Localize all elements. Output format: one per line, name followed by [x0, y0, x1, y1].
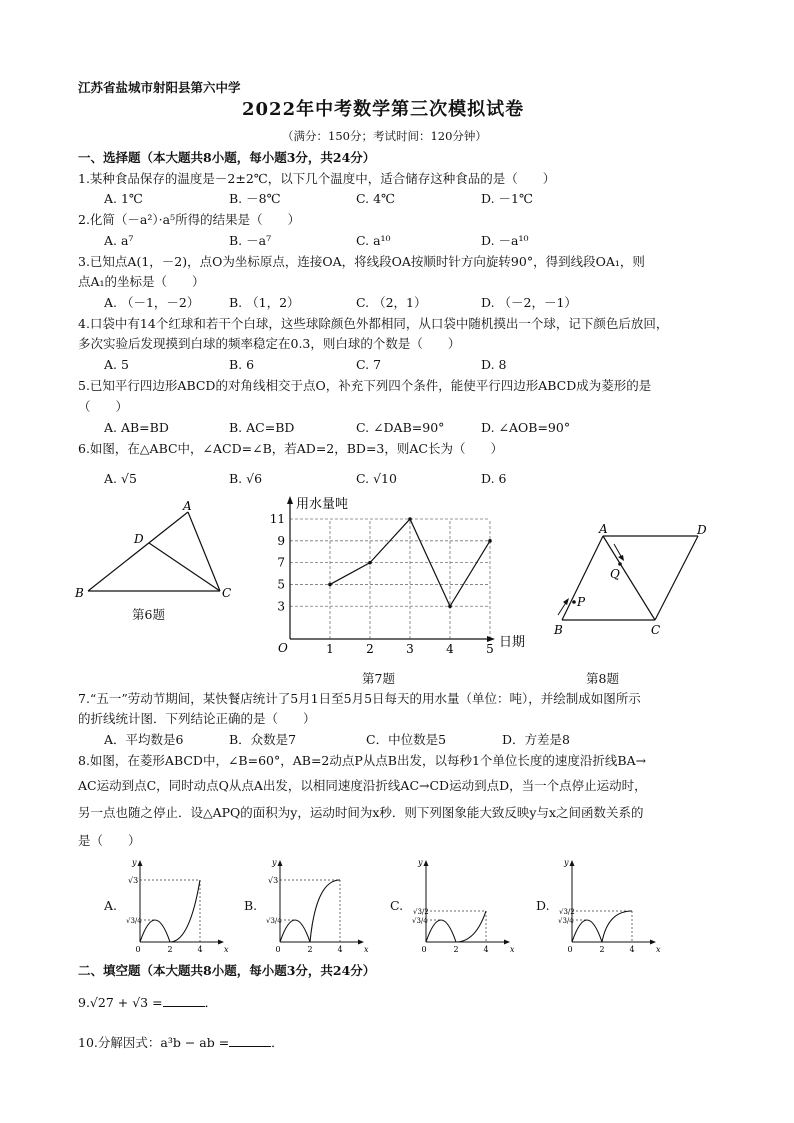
- graph-y-label: y: [418, 858, 423, 867]
- chart-ylabel: 用水量吨: [296, 497, 349, 512]
- figure-8-rhombus: [550, 522, 720, 642]
- figure-7-line-chart: [268, 494, 538, 656]
- q4-option-d: D. 8: [481, 357, 507, 372]
- q3-stem-line2: 点A₁的坐标是（ ）: [78, 274, 205, 289]
- graph-label-sqrt3-4: √3/4: [558, 917, 574, 925]
- q8-graph-c: [404, 856, 514, 956]
- q5-stem-line1: 5.已知平行四边形ABCD的对角线相交于点O，补充下列四个条件，能使平行四边形ABCD成为菱形的是: [78, 378, 652, 393]
- data-point-1: [328, 583, 332, 587]
- q5-stem-line2: （ ）: [78, 399, 129, 414]
- q8-graph-a: [118, 856, 228, 956]
- figure-6-triangle: [70, 495, 245, 605]
- graph-label-sqrt3-4: √3/4: [126, 917, 142, 925]
- graph-label-sqrt3-4: √3/4: [412, 917, 428, 925]
- q10-question: 10.分解因式：a³b − ab = ．: [78, 1035, 284, 1050]
- graph-label-sqrt3-2: √3/2: [559, 908, 575, 916]
- q4-stem-line2: 多次实验后发现摸到白球的频率稳定在0.3，则白球的个数是（ ）: [78, 336, 461, 351]
- y-tick-11: 11: [269, 512, 285, 526]
- q1-option-d: D. －1℃: [481, 191, 533, 206]
- chart-xlabel: 日期: [499, 635, 526, 650]
- q3-stem-line1: 3.已知点A(1，－2)，点O为坐标原点，连接OA，将线段OA按顺时针方向旋转90°，得到线段OA₁，则: [78, 254, 645, 269]
- graph-label-sqrt3: √3: [268, 876, 279, 885]
- q8-option-c: C.: [390, 898, 404, 913]
- x-tick-4: 4: [446, 642, 454, 656]
- q6-option-b: B. √6: [229, 471, 263, 486]
- graph-y-label: y: [132, 858, 137, 867]
- x-tick-3: 3: [406, 642, 414, 656]
- q8-stem-line2: AC运动到点C，同时动点Q从点A出发，以相同速度沿折线AC→CD运动到点D，当一个点停止运动时，: [78, 778, 647, 793]
- graph-origin: 0: [275, 945, 281, 954]
- q1-option-b: B. －8℃: [229, 191, 281, 206]
- q2-option-a: A. a⁷: [104, 233, 134, 248]
- q9-answer-blank[interactable]: [163, 994, 205, 1007]
- graph-origin: 0: [421, 945, 427, 954]
- fig6-label-d: D: [134, 532, 144, 546]
- q8-stem-line1: 8.如图，在菱形ABCD中，∠B=60°，AB=2动点P从点B出发，以每秒1个单位长度的速度沿折线BA→: [78, 753, 647, 768]
- q4-stem-line1: 4.口袋中有14个红球和若干个白球，这些球除颜色外都相同，从口袋中随机摸出一个球，记下颜色后放回，: [78, 316, 669, 331]
- q8-option-b: B.: [244, 898, 258, 913]
- y-axis-arrow: [287, 496, 293, 504]
- fig6-caption: 第6题: [132, 607, 165, 622]
- q6-stem: 6.如图，在△ABC中，∠ACD=∠B，若AD=2，BD=3，则AC长为（ ）: [78, 441, 503, 456]
- x-tick-2: 2: [366, 642, 374, 656]
- chart-grid: [290, 519, 490, 639]
- x-tick-5: 5: [486, 642, 494, 656]
- fig8-label-q: Q: [610, 567, 620, 581]
- q6-option-c: C. √10: [356, 471, 397, 486]
- q8-graph-d: [550, 856, 660, 956]
- graph-origin: 0: [135, 945, 141, 954]
- fig6-label-b: B: [75, 586, 84, 600]
- q8-graph-b: [258, 856, 368, 956]
- fig8-caption: 第8题: [586, 671, 619, 686]
- chart-origin: O: [278, 641, 288, 655]
- q2-option-b: B. －a⁷: [229, 233, 272, 248]
- section2-heading: 二、填空题（本大题共8小题，每小题3分，共24分）: [78, 963, 376, 978]
- graph-y-label: y: [272, 858, 277, 867]
- q3-option-d: D. （－2，－1）: [481, 295, 577, 310]
- q3-option-c: C. （2，1）: [356, 295, 427, 310]
- school-name: 江苏省盐城市射阳县第六中学: [78, 80, 241, 95]
- q7-stem-line2: 的折线统计图．下列结论正确的是（ ）: [78, 711, 316, 726]
- y-tick-5: 5: [277, 577, 285, 592]
- q7-option-c: C．中位数是5: [366, 732, 447, 747]
- graph-x-label: x: [510, 945, 515, 954]
- data-point-3: [408, 517, 412, 521]
- q7-option-d: D．方差是8: [502, 732, 570, 747]
- graph-label-sqrt3-4: √3/4: [266, 917, 282, 925]
- q8-stem-line3: 另一点也随之停止．设△APQ的面积为y，运动时间为x秒．则下列图象能大致反映y与x之间函数关系的: [78, 805, 644, 820]
- y-tick-3: 3: [277, 599, 285, 614]
- q9-stem: 9.√27 + √3 =: [78, 995, 163, 1010]
- fig8-label-p: P: [577, 595, 586, 609]
- y-tick-7: 7: [277, 555, 285, 570]
- graph-tick-4: 4: [629, 945, 635, 954]
- graph-tick-2: 2: [453, 945, 459, 954]
- graph-tick-4: 4: [337, 945, 343, 954]
- graph-x-label: x: [656, 945, 661, 954]
- fig6-label-a: A: [183, 499, 192, 513]
- q6-option-a: A. √5: [104, 471, 137, 486]
- exam-info: （满分：150分；考试时间：120分钟）: [282, 129, 487, 143]
- graph-tick-4: 4: [483, 945, 489, 954]
- q7-option-a: A．平均数是6: [104, 732, 184, 747]
- q10-stem: 10.分解因式：a³b − ab =: [78, 1035, 230, 1050]
- graph-y-label: y: [564, 858, 569, 867]
- q2-option-d: D. －a¹⁰: [481, 233, 529, 248]
- data-point-2: [368, 561, 372, 565]
- fig8-label-a: A: [599, 522, 608, 536]
- q8-stem-line4: 是（ ）: [78, 833, 141, 848]
- graph-tick-2: 2: [599, 945, 605, 954]
- graph-x-label: x: [364, 945, 369, 954]
- q8-option-a: A.: [104, 898, 118, 913]
- fig8-label-c: C: [651, 623, 661, 637]
- q7-stem-line1: 7.“五一”劳动节期间，某快餐店统计了5月1日至5月5日每天的用水量（单位：吨），并绘制成如图所示: [78, 691, 641, 706]
- data-point-5: [488, 539, 492, 543]
- q5-option-a: A. AB=BD: [104, 420, 169, 435]
- q3-option-a: A. （－1，－2）: [104, 295, 200, 310]
- q5-option-b: B. AC=BD: [229, 420, 295, 435]
- q6-option-d: D. 6: [481, 471, 507, 486]
- q7-option-b: B．众数是7: [229, 732, 297, 747]
- q1-option-c: C. 4℃: [356, 191, 396, 206]
- q4-option-c: C. 7: [356, 357, 382, 372]
- q4-option-a: A. 5: [104, 357, 129, 372]
- q2-stem: 2.化简（－a²）·a⁵所得的结果是（ ）: [78, 212, 301, 227]
- graph-label-sqrt3: √3: [128, 876, 139, 885]
- graph-origin: 0: [567, 945, 573, 954]
- data-point-4: [448, 604, 452, 608]
- q1-stem: 1.某种食品保存的温度是－2±2℃，以下几个温度中，适合储存这种食品的是（ ）: [78, 171, 556, 186]
- graph-tick-4: 4: [197, 945, 203, 954]
- page-title: 2022年中考数学第三次模拟试卷: [242, 99, 525, 120]
- q2-option-c: C. a¹⁰: [356, 233, 391, 248]
- q10-answer-blank[interactable]: [229, 1034, 271, 1047]
- fig6-label-c: C: [222, 586, 232, 600]
- q9-question: 9.√27 + √3 = ．: [78, 995, 218, 1010]
- q5-option-c: C. ∠DAB=90°: [356, 420, 445, 435]
- graph-label-sqrt3-2: √3/2: [413, 908, 429, 916]
- q3-option-b: B. （1，2）: [229, 295, 300, 310]
- fig8-label-d: D: [697, 523, 707, 537]
- y-tick-9: 9: [277, 533, 285, 548]
- fig8-label-b: B: [554, 623, 563, 637]
- section1-heading: 一、选择题（本大题共8小题，每小题3分，共24分）: [78, 150, 376, 165]
- graph-tick-2: 2: [307, 945, 313, 954]
- graph-tick-2: 2: [167, 945, 173, 954]
- graph-x-label: x: [224, 945, 229, 954]
- x-tick-1: 1: [326, 642, 334, 656]
- q4-option-b: B. 6: [229, 357, 255, 372]
- fig7-caption: 第7题: [362, 671, 395, 686]
- chart-ticks: [270, 512, 494, 656]
- q5-option-d: D. ∠AOB=90°: [481, 420, 571, 435]
- q8-option-d: D.: [536, 898, 550, 913]
- q1-option-a: A. 1℃: [104, 191, 143, 206]
